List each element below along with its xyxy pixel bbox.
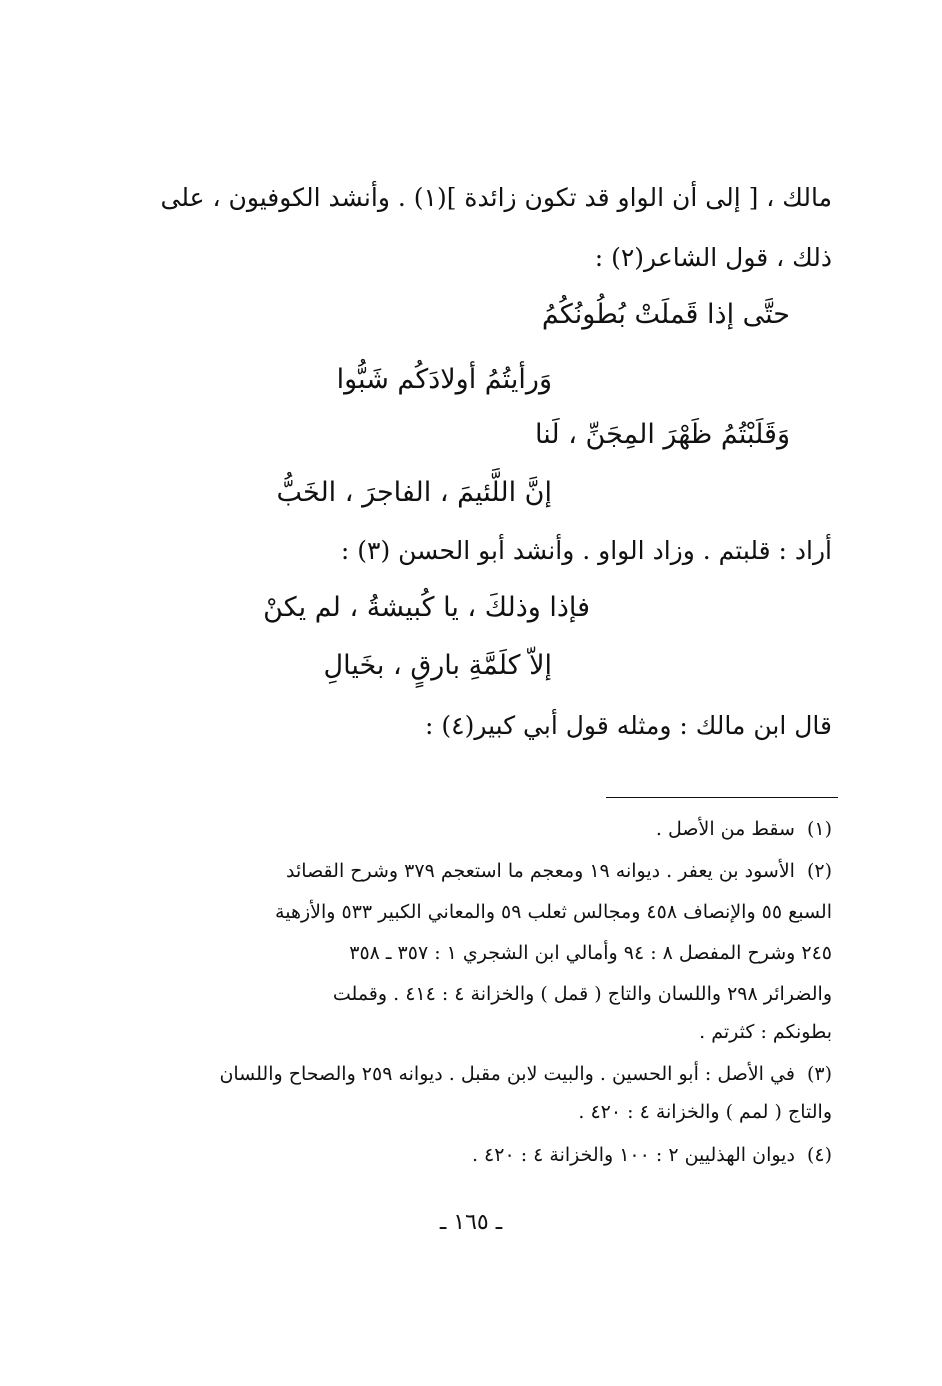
- footnote-3-line-2: والتاج ( لمم ) والخزانة ٤ : ٤٢٠ .: [578, 1101, 832, 1123]
- footnote-3-line-1: [219, 1059, 832, 1089]
- verse-1-line-4: إنَّ اللَّئيمَ ، الفاجرَ ، الخَبُّ: [276, 477, 552, 508]
- footnote-text: في الأصل : أبو الحسين . والبيت لابن مقبل . ديوانه ٢٥٩ والصحاح واللسان: [219, 1063, 795, 1085]
- body-line-3: أراد : قلبتم . وزاد الواو . وأنشد أبو الحسن (٣) :: [340, 536, 832, 565]
- footnote-number: (٣): [806, 1063, 832, 1085]
- footnote-2-line-5: بطونكم : كثرتم .: [699, 1021, 832, 1043]
- footnote-number: (٤): [806, 1144, 832, 1166]
- verse-1-line-2: وَرأيتُمُ أولادَكُم شَبُّوا: [336, 364, 552, 395]
- footnote-number: (١): [806, 818, 832, 840]
- body-line-1: مالك ، [ إلى أن الواو قد تكون زائدة ](١) . وأنشد الكوفيون ، على: [160, 183, 832, 212]
- verse-2-line-1: فإذا وذلكَ ، يا كُبيشةُ ، لم يكنْ: [263, 592, 590, 623]
- footnote-text: الأسود بن يعفر . ديوانه ١٩ ومعجم ما استعجم ٣٧٩ وشرح القصائد: [286, 860, 795, 882]
- footnote-1: [656, 814, 832, 844]
- footnote-2-line-3: ٢٤٥ وشرح المفصل ٨ : ٩٤ وأمالي ابن الشجري ١ : ٣٥٧ ـ ٣٥٨: [349, 942, 832, 964]
- verse-2-line-2: إلاّ كلَمَّةِ بارقٍ ، بخَيالِ: [323, 650, 552, 681]
- footnote-number: (٢): [806, 860, 832, 882]
- footnote-4: [472, 1140, 832, 1170]
- footnote-2-line-1: [286, 856, 832, 886]
- body-line-2: ذلك ، قول الشاعر(٢) :: [594, 243, 832, 272]
- verse-1-line-3: وَقَلَبْتُمُ ظَهْرَ المِجَنِّ ، لَنا: [535, 419, 790, 450]
- footnote-text: سقط من الأصل .: [655, 818, 795, 840]
- footnote-divider: [606, 797, 838, 798]
- footnote-2-line-2: السبع ٥٥ والإنصاف ٤٥٨ ومجالس ثعلب ٥٩ والمعاني الكبير ٥٣٣ والأزهية: [275, 901, 832, 923]
- footnote-2-line-4: والضرائر ٢٩٨ واللسان والتاج ( قمل ) والخزانة ٤ : ٤١٤ . وقملت: [332, 983, 832, 1005]
- page-number: ـ ١٦٥ ـ: [439, 1210, 503, 1235]
- verse-1-line-1: حتَّى إذا قَملَتْ بُطُونُكُمُ: [541, 299, 790, 330]
- footnote-text: ديوان الهذليين ٢ : ١٠٠ والخزانة ٤ : ٤٢٠ .: [471, 1144, 795, 1166]
- body-line-4: قال ابن مالك : ومثله قول أبي كبير(٤) :: [425, 711, 832, 740]
